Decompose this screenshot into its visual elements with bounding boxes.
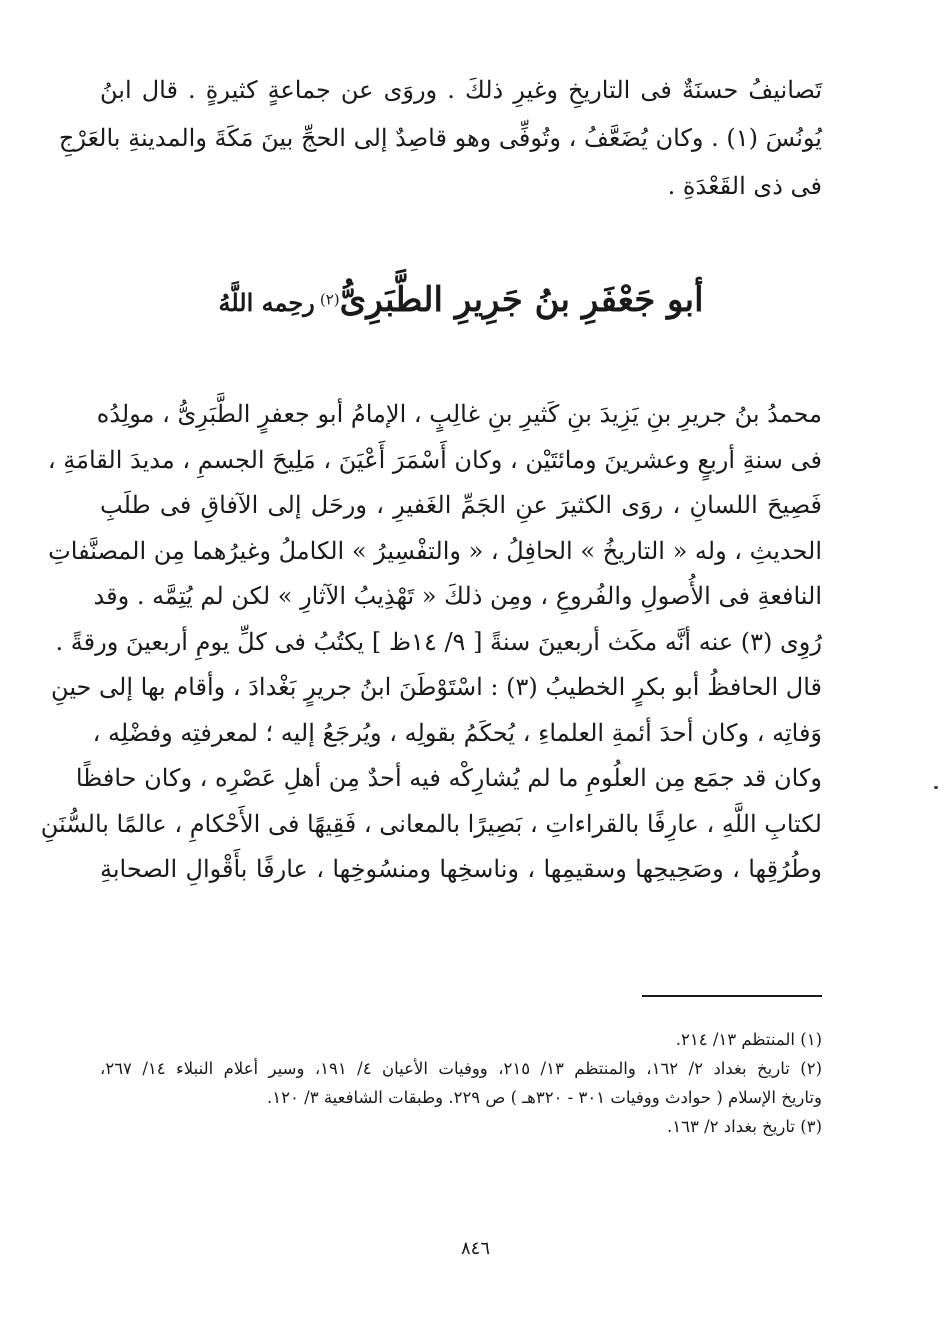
body-line: وَفاتِه ، وكان أحدَ أئمةِ العلماءِ ، يُحكَمُ بقولِه ، ويُرجَعُ إليه ؛ لمعرفتِه وفضْلِه ،: [92, 718, 822, 747]
section-heading: [100, 280, 822, 320]
body-line: فَصِيحَ اللسانِ ، روَى الكثيرَ عنِ الجَمِّ الغَفيرِ ، ورحَل إلى الآفاقِ فى طلَبِ: [100, 491, 822, 519]
scan-speck: [934, 786, 938, 789]
intro-paragraph: [58, 66, 822, 210]
body-line: رُوِى (٣) عنه أنَّه مكَث أربعينَ سنةً [ ٩/ ١٤ظ ] يكتُبُ فى كلِّ يومِ أربعينَ ورقةً .: [55, 627, 822, 656]
footnote: (٢) تاريخ بغداد ٢/ ١٦٢، والمنتظم ١٣/ ٢١٥، ووفيات الأعيان ٤/ ١٩١، وسير أعلام النبلاء ١٤/ ٢٦٧،: [100, 1059, 822, 1078]
footnote: (٣) تاريخ بغداد ٢/ ١٦٣.: [667, 1117, 822, 1136]
body-line: لكتابِ اللَّهِ ، عارِفًا بالقراءاتِ ، بَصِيرًا بالمعانى ، فَقِيهًا فى الأَحْكامِ ، عالمًا بالسُّنَنِ: [40, 809, 822, 838]
body-line: الحديثِ ، وله « التاريخُ » الحافِلُ ، « والتفْسِيرُ » الكاملُ وغيرُهما مِن المصنَّفاتِ: [48, 536, 822, 565]
body-line: وطُرُقِها ، وصَحِيحِها وسقيمِها ، وناسخِها ومنسُوخِها ، عارفًا بأَقْوالِ الصحابةِ: [100, 855, 822, 883]
heading-footnote-marker: (٢): [319, 290, 340, 309]
footnotes: [100, 1025, 822, 1141]
body-line: وكان قد جمَع مِن العلُومِ ما لم يُشارِكْه فيه أحدٌ مِن أهلِ عَصْرِه ، وكان حافظًا: [75, 764, 822, 792]
footnote-separator: [642, 995, 822, 997]
footnote: (١) المنتظم ١٣/ ٢١٤.: [675, 1030, 822, 1049]
body-line: قال الحافظُ أبو بكرٍ الخطيبُ (٣) : اسْتَوْطَنَ ابنُ جريرٍ بَغْدادَ ، وأقام بها إلى حينِ: [51, 673, 822, 701]
biography-paragraph: [40, 392, 822, 893]
heading-honorific: رحِمه اللَّهُ: [218, 288, 315, 317]
body-line: فى سنةِ أربعٍ وعشرينَ ومائتَيْن ، وكان أَسْمَرَ أَعْيَنَ ، مَلِيحَ الجسمِ ، مديدَ القامَةِ ،: [47, 445, 822, 474]
body-line: محمدُ بنُ جريرِ بنِ يَزِيدَ بنِ كَثيرِ بنِ غالِبٍ ، الإمامُ أبو جعفرٍ الطَّبَرِىُّ ، مولِدُه: [96, 400, 822, 428]
page-number: ٨٤٦: [460, 1238, 490, 1259]
heading-name: أبو جَعْفَرِ بنُ جَرِيرِ الطَّبَرِىُّ: [339, 280, 704, 320]
footnote: وتاريخ الإسلام ( حوادث ووفيات ٣٠١ - ٣٢٠هـ ) ص ٢٢٩. وطبقات الشافعية ٣/ ١٢٠.: [267, 1088, 822, 1107]
intro-line: يُونُسَ (١) . وكان يُضَعَّفُ ، وتُوفِّى وهو قاصِدٌ إلى الحجِّ بينَ مَكَةَ والمدينةِ بالعَرْجِ: [58, 124, 822, 152]
intro-line: تَصانيفُ حسنَةٌ فى التاريخِ وغيرِ ذلكَ . وروَى عن جماعةٍ كثيرةٍ . قال ابنُ: [100, 76, 822, 104]
intro-line: فى ذى القَعْدَةِ .: [667, 172, 822, 200]
body-line: النافعةِ فى الأُصولِ والفُروعِ ، ومِن ذلكَ « تَهْذِيبُ الآثارِ » لكن لم يُتِمَّه . وقد: [93, 582, 822, 610]
